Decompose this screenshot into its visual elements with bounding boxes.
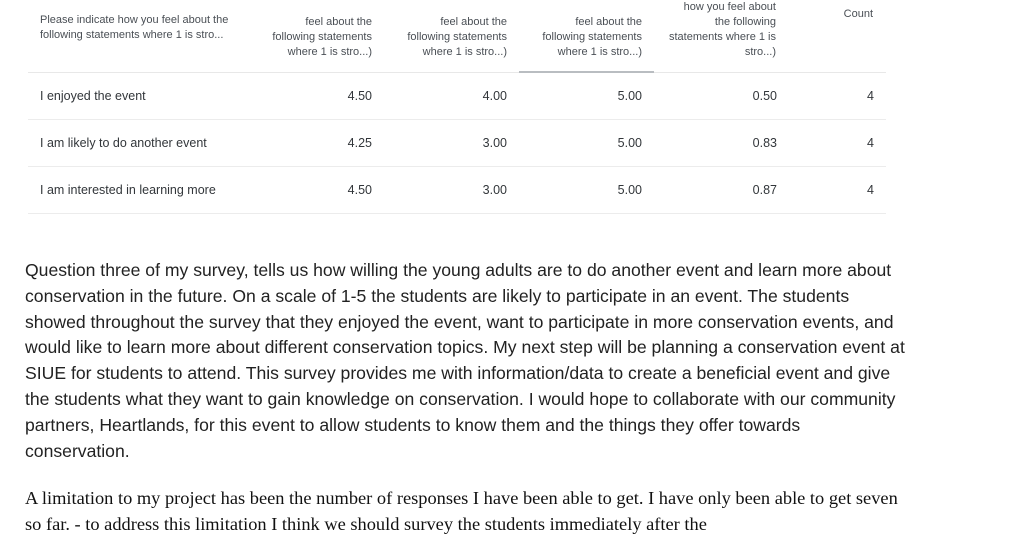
header-count-label: Count xyxy=(843,8,873,20)
header-count[interactable] xyxy=(798,7,873,22)
row-label: I am interested in learning more xyxy=(40,183,216,197)
limitation-paragraph: A limitation to my project has been the number of responses I have been able to get. I have only been able to get seven so far. - to address this limitation I think we should survey the students immediately after the xyxy=(25,488,898,534)
row-label: I am likely to do another event xyxy=(40,136,207,150)
cell-col2: 3.00 xyxy=(482,183,507,197)
cell-col2: 4.00 xyxy=(482,89,507,103)
cell-col1: 4.25 xyxy=(347,136,372,150)
cell-col1: 4.50 xyxy=(347,183,372,197)
table-header-row xyxy=(28,0,886,73)
header-col4-label: how you feel about the following statements where 1 is stro...) xyxy=(669,1,776,58)
cell-col3: 5.00 xyxy=(617,183,642,197)
cell-col1: 4.50 xyxy=(347,89,372,103)
header-question[interactable] xyxy=(40,13,240,43)
cell-count: 4 xyxy=(867,89,874,103)
analysis-paragraph: Question three of my survey, tells us how willing the young adults are to do another event and learn more about conservation in the future. On a scale of 1-5 the students are likely to participate in an event. The students showed throughout the survey that they enjoyed the event, want to participate in more conservation events, and would like to learn more about different conservation topics. My next step will be planning a conservation event at SIUE for students to attend. This survey provides me with information/data to create a beneficial event and give the students what they want to gain knowledge on conservation. I would hope to collaborate with our community partners, Heartlands, for this event to allow students to know them and the things they offer towards conservation. xyxy=(25,260,905,461)
header-col1[interactable] xyxy=(260,0,372,60)
table-row xyxy=(28,120,886,167)
header-col3-label: feel about the following statements where 1 is stro...) xyxy=(542,16,642,58)
cell-col3: 5.00 xyxy=(617,89,642,103)
header-question-label: Please indicate how you feel about the following statements where 1 is stro... xyxy=(40,14,229,41)
cell-count: 4 xyxy=(867,183,874,197)
cell-col4: 0.83 xyxy=(752,136,777,150)
cell-col3: 5.00 xyxy=(617,136,642,150)
header-col3[interactable] xyxy=(530,0,642,60)
table-row xyxy=(28,73,886,120)
cell-col4: 0.87 xyxy=(752,183,777,197)
table-row xyxy=(28,167,886,214)
header-col4[interactable] xyxy=(666,0,776,60)
cell-col2: 3.00 xyxy=(482,136,507,150)
header-col2[interactable] xyxy=(396,0,507,60)
cell-count: 4 xyxy=(867,136,874,150)
row-label: I enjoyed the event xyxy=(40,89,146,103)
header-col1-label: feel about the following statements where 1 is stro...) xyxy=(272,16,372,58)
cell-col4: 0.50 xyxy=(752,89,777,103)
results-table xyxy=(28,0,886,214)
header-col2-label: feel about the following statements where 1 is stro...) xyxy=(407,16,507,58)
